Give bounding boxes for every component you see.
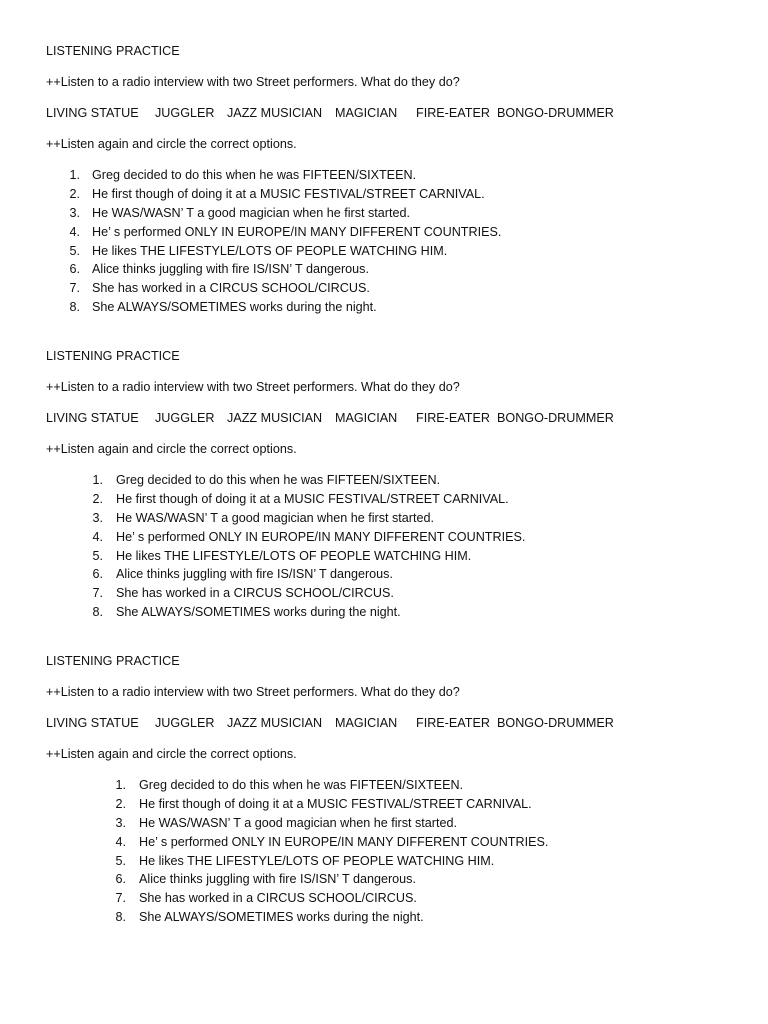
option-fire-eater: FIRE-EATER xyxy=(416,716,490,730)
question-text: He likes THE LIFESTYLE/LOTS OF PEOPLE WATCHING HIM. xyxy=(116,548,472,563)
instruction-listen: ++Listen to a radio interview with two Street performers. What do they do? xyxy=(46,380,460,394)
option-living-statue: LIVING STATUE xyxy=(46,716,139,730)
instruction-circle: ++Listen again and circle the correct options. xyxy=(46,747,297,761)
question-text: He WAS/WASN’ T a good magician when he first started. xyxy=(139,815,458,830)
question-text: He’ s performed ONLY IN EUROPE/IN MANY DIFFERENT COUNTRIES. xyxy=(116,529,526,544)
option-juggler: JUGGLER xyxy=(155,716,215,730)
question-number: 4. xyxy=(115,834,126,849)
instruction-listen: ++Listen to a radio interview with two Street performers. What do they do? xyxy=(46,685,460,699)
instruction-circle: ++Listen again and circle the correct options. xyxy=(46,137,297,151)
section-title: LISTENING PRACTICE xyxy=(46,44,180,58)
question-text: She ALWAYS/SOMETIMES works during the night. xyxy=(116,605,401,620)
question-text: Alice thinks juggling with fire IS/ISN’ T dangerous. xyxy=(92,262,369,277)
question-number: 8. xyxy=(115,910,126,925)
option-jazz-musician: JAZZ MUSICIAN xyxy=(227,716,323,730)
question-text: Alice thinks juggling with fire IS/ISN’ T dangerous. xyxy=(116,567,393,582)
question-text: He likes THE LIFESTYLE/LOTS OF PEOPLE WATCHING HIM. xyxy=(139,853,495,868)
question-text: She ALWAYS/SOMETIMES works during the night. xyxy=(92,300,377,315)
question-number: 6. xyxy=(115,872,126,887)
question-text: She ALWAYS/SOMETIMES works during the night. xyxy=(139,910,424,925)
question-text: He WAS/WASN’ T a good magician when he first started. xyxy=(116,510,435,525)
question-text: Alice thinks juggling with fire IS/ISN’ T dangerous. xyxy=(139,872,416,887)
question-number: 5. xyxy=(115,853,126,868)
question-number: 1. xyxy=(115,778,126,792)
question-text: He likes THE LIFESTYLE/LOTS OF PEOPLE WATCHING HIM. xyxy=(92,243,448,258)
option-magician: MAGICIAN xyxy=(335,716,398,730)
question-text: She has worked in a CIRCUS SCHOOL/CIRCUS. xyxy=(92,281,370,296)
question-text: She has worked in a CIRCUS SCHOOL/CIRCUS. xyxy=(139,891,417,906)
question-number: 3. xyxy=(115,815,126,830)
option-fire-eater: FIRE-EATER xyxy=(416,106,490,120)
question-number: 3. xyxy=(69,205,80,220)
question-number: 2. xyxy=(69,186,80,201)
question-number: 2. xyxy=(115,796,126,811)
option-jazz-musician: JAZZ MUSICIAN xyxy=(227,411,323,425)
question-number: 4. xyxy=(69,224,80,239)
question-text: She has worked in a CIRCUS SCHOOL/CIRCUS. xyxy=(116,586,394,601)
question-text: Greg decided to do this when he was FIFTEEN/SIXTEEN. xyxy=(116,473,441,487)
option-juggler: JUGGLER xyxy=(155,411,215,425)
question-number: 4. xyxy=(92,529,103,544)
option-magician: MAGICIAN xyxy=(335,106,398,120)
question-text: He WAS/WASN’ T a good magician when he first started. xyxy=(92,205,411,220)
question-number: 5. xyxy=(92,548,103,563)
section-title: LISTENING PRACTICE xyxy=(46,654,180,668)
question-number: 1. xyxy=(92,473,103,487)
question-number: 8. xyxy=(69,300,80,315)
section-title: LISTENING PRACTICE xyxy=(46,349,180,363)
question-number: 3. xyxy=(92,510,103,525)
option-fire-eater: FIRE-EATER xyxy=(416,411,490,425)
option-bongo-drummer: BONGO-DRUMMER xyxy=(497,716,614,730)
option-bongo-drummer: BONGO-DRUMMER xyxy=(497,106,614,120)
question-text: He first though of doing it at a MUSIC FESTIVAL/STREET CARNIVAL. xyxy=(92,186,485,201)
option-bongo-drummer: BONGO-DRUMMER xyxy=(497,411,614,425)
instruction-circle: ++Listen again and circle the correct options. xyxy=(46,442,297,456)
instruction-listen: ++Listen to a radio interview with two Street performers. What do they do? xyxy=(46,75,460,89)
option-living-statue: LIVING STATUE xyxy=(46,411,139,425)
option-living-statue: LIVING STATUE xyxy=(46,106,139,120)
question-number: 1. xyxy=(69,168,80,182)
option-jazz-musician: JAZZ MUSICIAN xyxy=(227,106,323,120)
question-text: Greg decided to do this when he was FIFTEEN/SIXTEEN. xyxy=(139,778,464,792)
question-number: 7. xyxy=(92,586,103,601)
question-number: 6. xyxy=(92,567,103,582)
question-text: He’ s performed ONLY IN EUROPE/IN MANY DIFFERENT COUNTRIES. xyxy=(92,224,502,239)
question-text: He’ s performed ONLY IN EUROPE/IN MANY DIFFERENT COUNTRIES. xyxy=(139,834,549,849)
option-juggler: JUGGLER xyxy=(155,106,215,120)
question-number: 8. xyxy=(92,605,103,620)
question-number: 5. xyxy=(69,243,80,258)
question-number: 2. xyxy=(92,491,103,506)
question-number: 7. xyxy=(115,891,126,906)
question-text: He first though of doing it at a MUSIC FESTIVAL/STREET CARNIVAL. xyxy=(116,491,509,506)
question-text: Greg decided to do this when he was FIFTEEN/SIXTEEN. xyxy=(92,168,417,182)
question-number: 7. xyxy=(69,281,80,296)
question-number: 6. xyxy=(69,262,80,277)
option-magician: MAGICIAN xyxy=(335,411,398,425)
question-text: He first though of doing it at a MUSIC FESTIVAL/STREET CARNIVAL. xyxy=(139,796,532,811)
